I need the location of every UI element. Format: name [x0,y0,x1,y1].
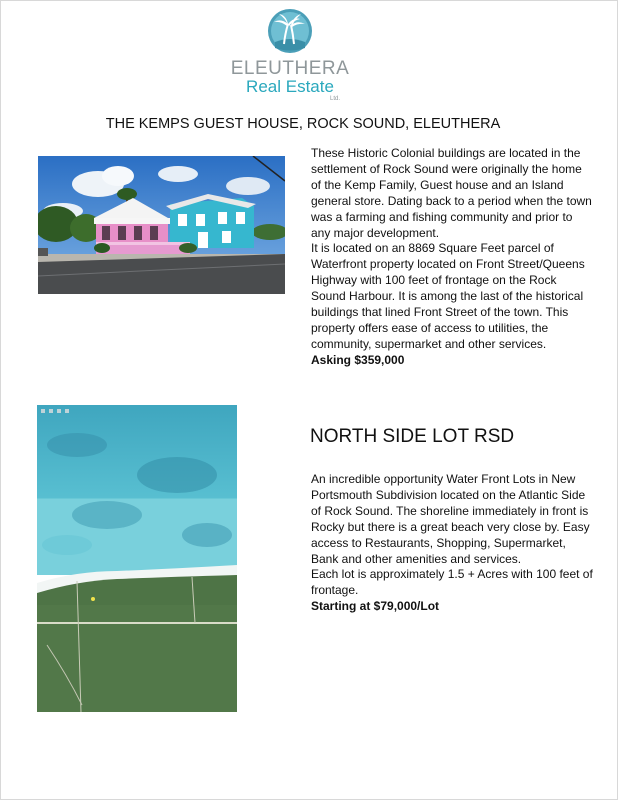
listing-1-price: Asking $359,000 [311,352,405,367]
listing-1-paragraph-2: It is located on an 8869 Square Feet parcel of Waterfront property located on Front Street/Queens Highway with 100 feet of frontage on the Rock Sound Harbour. It is among the last of the historical buildings that lined Front Street of the town. This property offers ease of access to utilities, the community, supermarket and other services. [311,241,585,351]
listing-2-price: Starting at $79,000/Lot [311,599,440,614]
listing-1-description [311,146,593,369]
guest-house-photo [38,156,285,294]
logo-title: ELEUTHERA [230,58,350,79]
listing-2-paragraph-2: Each lot is approximately 1.5 + Acres with 100 feet of frontage. [311,567,593,598]
company-logo [230,8,350,103]
logo-subtitle: Real Estate [246,77,334,96]
listing-2-paragraph-1: An incredible opportunity Water Front Lots in New Portsmouth Subdivision located on the Atlantic Side of Rock Sound. The shoreline immediately in front is Rocky but there is a great beach very close by. Easy access to Restaurants, Shopping, Supermarket, Bank and other amenities and services. [311,472,590,566]
listing-2-description [311,472,593,615]
logo-suffix: Ltd. [330,96,341,102]
listing-2-heading: NORTH SIDE LOT RSD [310,426,515,447]
listing-1-paragraph-1: These Historic Colonial buildings are located in the settlement of Rock Sound were originally the home of the Kemp Family, Guest house and an Island general store. Dating back to a period when the town was a farming and fishing community and prior to any major development. [311,146,592,240]
aerial-map-photo [37,405,237,712]
listing-1-heading: THE KEMPS GUEST HOUSE, ROCK SOUND, ELEUTHERA [105,116,501,132]
palm-tree-logo-icon [267,8,313,54]
